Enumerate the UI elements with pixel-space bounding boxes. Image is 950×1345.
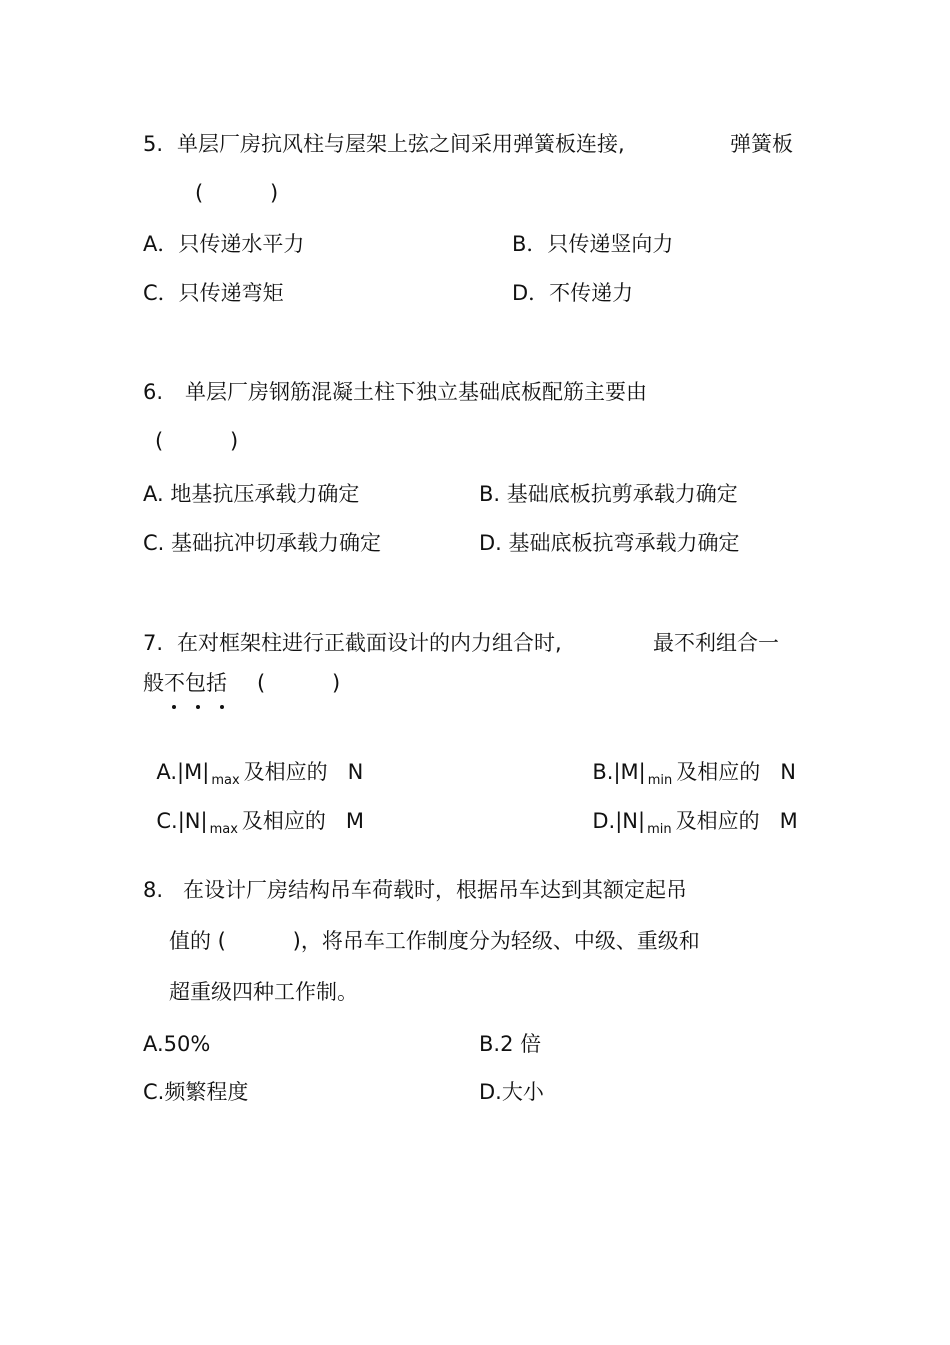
subscript-max: max: [209, 822, 238, 837]
q6-option-c: C. 基础抗冲切承载力确定: [143, 531, 382, 555]
q8-option-a: A.50%: [143, 1032, 211, 1056]
q5-number: 5.: [143, 132, 164, 156]
q8-option-d: D.大小: [479, 1080, 544, 1104]
subscript-min: min: [647, 773, 673, 788]
q6-option-a: A. 地基抗压承载力确定: [143, 482, 360, 506]
q7-emphasis-text: 不包括: [164, 669, 227, 697]
q7-answer-blank: ( ): [257, 671, 341, 695]
q5-stem-line1: 单层厂房抗风柱与屋架上弦之间采用弹簧板连接,: [177, 132, 625, 156]
q5-answer-blank: ( ): [195, 181, 279, 205]
subscript-max: max: [211, 773, 240, 788]
q8-stem-line3: 超重级四种工作制。: [169, 980, 358, 1004]
q7-option-d: D.|N| $_{min}$ 及相应的 M: [592, 809, 798, 837]
q6-option-d: D. 基础底板抗弯承载力确定: [479, 531, 740, 555]
q6-number: 6.: [143, 380, 164, 404]
q8-option-c: C.频繁程度: [143, 1080, 249, 1104]
q5-option-c: C．只传递弯矩: [143, 281, 284, 305]
q5-option-b: B．只传递竖向力: [512, 232, 674, 256]
q7-stem-line1: 在对框架柱进行正截面设计的内力组合时,: [177, 631, 562, 655]
q6-answer-blank: ( ): [155, 429, 239, 453]
q7-stem-line2: [143, 669, 227, 697]
q8-stem-line1: 在设计厂房结构吊车荷载时，根据吊车达到其额定起吊: [183, 878, 687, 902]
q7-stem-tail: 最不利组合一: [653, 631, 779, 655]
q7-option-b: B.|M| $_{min}$ 及相应的 N: [592, 760, 796, 788]
q6-stem-line1: 单层厂房钢筋混凝土柱下独立基础底板配筋主要由: [185, 380, 647, 404]
subscript-min: min: [647, 822, 672, 837]
q5-stem-tail: 弹簧板: [730, 132, 793, 156]
q7-number: 7.: [143, 631, 164, 655]
q8-number: 8.: [143, 878, 164, 902]
q8-option-b: B.2 倍: [479, 1032, 542, 1056]
q7-option-c: C.|N| $_{max}$ 及相应的 M: [156, 809, 365, 837]
q8-stem-line2: 值的 ( )，将吊车工作制度分为轻级、中级、重级和: [169, 929, 700, 953]
q5-option-a: A．只传递水平力: [143, 232, 305, 256]
q5-option-d: D．不传递力: [512, 281, 634, 305]
q7-option-a: A.|M| $_{max}$ 及相应的 N: [156, 760, 364, 788]
q7-stem-line2-prefix: 般: [143, 671, 164, 695]
q6-option-b: B. 基础底板抗剪承载力确定: [479, 482, 738, 506]
